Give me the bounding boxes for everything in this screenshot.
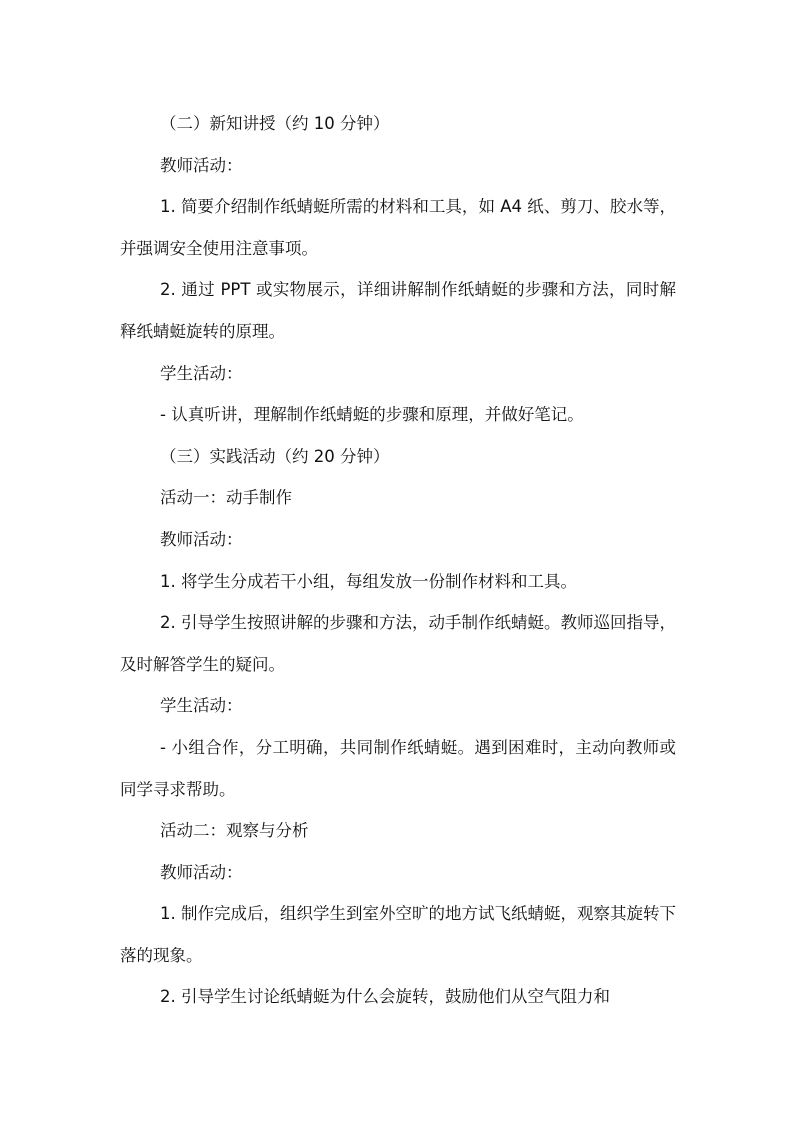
paragraph: 2. 引导学生按照讲解的步骤和方法，动手制作纸蜻蜓。教师巡回指导，及时解答学生的疑问。 — [120, 613, 676, 674]
paragraph: 1. 制作完成后，组织学生到室外空旷的地方试飞纸蜻蜓，观察其旋转下落的现象。 — [120, 904, 676, 965]
document-body — [120, 103, 676, 1018]
activity-label: 活动二：观察与分析 — [160, 821, 309, 841]
paragraph: 2. 引导学生讨论纸蜻蜓为什么会旋转，鼓励他们从空气阻力和 — [160, 987, 610, 1007]
section-heading: （二）新知讲授（约 10 分钟） — [160, 114, 390, 133]
teacher-activity-label: 教师活动： — [160, 155, 243, 175]
activity-label: 活动一：动手制作 — [160, 488, 292, 508]
paragraph: - 认真听讲，理解制作纸蜻蜓的步骤和原理，并做好笔记。 — [160, 405, 584, 425]
paragraph: - 小组合作，分工明确，共同制作纸蜻蜓。遇到困难时，主动向教师或同学寻求帮助。 — [120, 737, 676, 799]
section-heading: （三）实践活动（约 20 分钟） — [160, 446, 390, 466]
student-activity-label: 学生活动： — [160, 363, 243, 383]
student-activity-label: 学生活动： — [160, 696, 243, 716]
teacher-activity-label: 教师活动： — [160, 529, 243, 549]
paragraph: 2. 通过 PPT 或实物展示，详细讲解制作纸蜻蜓的步骤和方法，同时解释纸蜻蜓旋转的原理。 — [120, 280, 676, 341]
paragraph: 1. 简要介绍制作纸蜻蜓所需的材料和工具，如 A4 纸、剪刀、胶水等，并强调安全使用注意事项。 — [120, 197, 676, 258]
teacher-activity-label: 教师活动： — [160, 862, 243, 882]
paragraph: 1. 将学生分成若干小组，每组发放一份制作材料和工具。 — [160, 571, 577, 591]
